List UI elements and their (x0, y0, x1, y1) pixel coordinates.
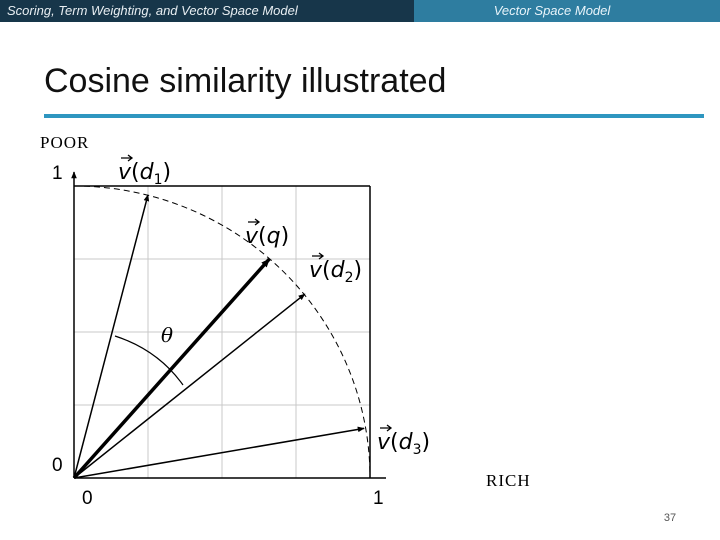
label-d1-d: d (139, 160, 154, 185)
label-d2 (309, 253, 362, 286)
label-d1-v: v (118, 160, 132, 185)
label-d3-index: 3 (412, 442, 422, 458)
y-tick-1: 1 (52, 163, 63, 184)
page-number: 37 (663, 512, 677, 524)
label-d3-d: d (398, 430, 413, 455)
header-section-title: Vector Space Model (414, 0, 720, 22)
y-axis-label: POOR (40, 133, 90, 152)
vector-d3 (74, 428, 364, 478)
svg-text:v(d3): $v(d_3)$ (377, 430, 431, 458)
label-d2-d: d (330, 258, 345, 283)
label-q-v: v (245, 224, 259, 249)
theta-label: θ (161, 323, 174, 347)
x-tick-0: 0 (82, 488, 93, 509)
label-d1-index: 1 (153, 172, 163, 188)
label-q (245, 219, 289, 249)
label-d2-v: v (309, 258, 323, 283)
header-course-title: Scoring, Term Weighting, and Vector Space Model (0, 0, 414, 22)
x-tick-1: 1 (373, 488, 384, 509)
label-q-q: q (266, 224, 281, 249)
label-d1 (118, 155, 171, 188)
vector-d2 (74, 294, 305, 478)
svg-text:v(d1): $v(d_1)$ (118, 160, 172, 188)
slide-title: Cosine similarity illustrated (44, 62, 447, 100)
label-d2-index: 2 (344, 270, 354, 286)
label-d3-v: v (377, 430, 391, 455)
x-axis-label: RICH (486, 471, 531, 490)
svg-text:v(q): v(q) (245, 224, 290, 249)
label-d3 (377, 425, 430, 458)
svg-text:v(d2): $v(d_2)$ (309, 258, 363, 286)
y-tick-0: 0 (52, 455, 63, 476)
